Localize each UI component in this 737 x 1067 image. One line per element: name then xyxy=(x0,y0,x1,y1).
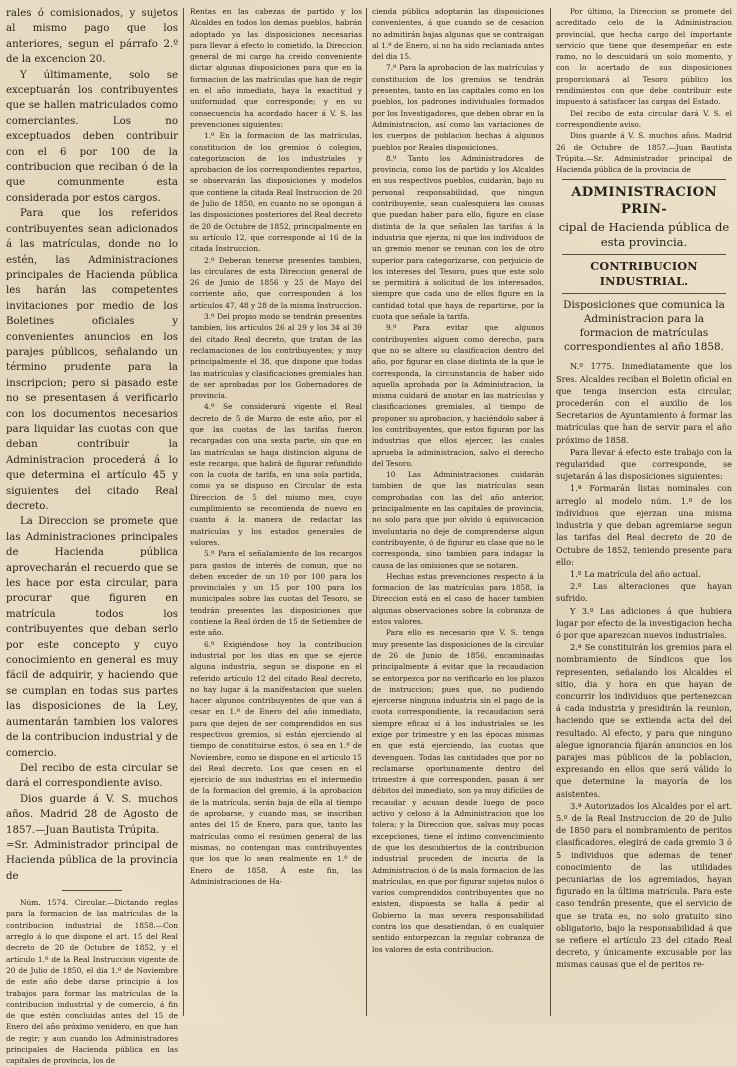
section-subtitle: cipal de Hacienda pública de esta provincia. xyxy=(558,220,730,250)
column-rule xyxy=(183,8,184,1016)
paragraph: 3.º Del propio modo se tendrán presentes tambien, los artículos 26 al 29 y los 34 al 39 del citado Real decreto, que tratan de las reclamaciones de los contribuyentes; y muy principalmente el 38, que dispone que todas las matrículas y clasificaciones gremiales han de ser aprobadas por los Gobernadores de provincia. xyxy=(190,312,362,401)
paragraph: Para ello es necesario que V. S. tenga muy presente las disposiciones de la circular de 26 de Junio de 1856, encaminadas principalmente á evitar que la recaudacion se entorpezca por no verificarlo en los plazos de instruccion; pues que, no pudiendo ejercerse ninguna industria sin el pago de la cuota correspondiente, la recaudacion será siempre eficaz si á los industriales se les exige por trimestre y en las épocas mismas en que está ejerciendo, las cuotas que devenguen. Todas las cantidades que por no reclamarse oportunamente dentro del trimestre á que corresponden, pasan á ser débitos del inmediato, son ya muy difíciles de recaudar y acusan desde luego de poco activo y celoso á la Administracion que los tolera; y la Direccion que, salvas muy pocas excepciones, tiene el íntimo convencimiento de que los descubiertos de la contribucion industrial proceden de incuria de la Administracion ó de la mala formacion de las matrículas, en que por figurar sujetos nulos ó varios comprendidos contribuyentes que no existen, dispuesta se halla á pedir al Gobierno la mas severa responsabilidad contra los que desatiendan, ó en cualquier sentido entorpezcan la regular cobranza de los valores de esta contribucion. xyxy=(372,628,544,954)
paragraph: 1.º En la formacion de las matrículas, constitucion de los gremios ó colegios, categorizacion de los industriales y aprobacion de los correspondientes repartos, se observarán las disposiciones y modelos que contiene la citada Real Instruccion de 20 de Julio de 1850, en cuanto no se opongan á las disposiciones posteriores del Real decreto de 20 de Octubre de 1852, principalmente en su artículo 12, que corresponde al 16 de la citada Instruccion. xyxy=(190,131,362,254)
paragraph: 10 Las Administraciones cuidarán tambien de que las matrículas sean comprobadas con las del año anterior, principalmente en las capitales de provincia, no solo para que por olvido ú equivocacion involuntaria no deje de comprenderse algun contribuyente, ó de figurar en clase que no le corresponda, sino tambien para indagar la causa de las omisiones que se notaren. xyxy=(372,470,544,570)
paragraph: Rentas en las cabezas de partido y los Alcaldes en todos los demas pueblos, habrán adoptado ya las disposiciones necesarias para llevar á efecto lo cometido, la Direccion general de mi cargo ha creido conveniente dictar algunas disposiciones para que en la formacion de las matrículas que han de regir en el año inmediato, haya la exactitud y uniformidad que corresponde; y en su consecuencia ha acordado hacer á V. S. las prevenciones siguientes: xyxy=(190,7,362,129)
paragraph: 1.º La matrícula del año actual. xyxy=(570,568,701,579)
section-summary: Disposiciones que comunica la Administracion para la formacion de matrículas correspondientes al año 1858. xyxy=(563,299,725,354)
addressee: =Sr. Administrador principal de Hacienda pública de la provincia de xyxy=(6,839,178,882)
paragraph: 7.º Para la aprobacion de las matrículas y constitucion de los gremios se tendrán presentes, tanto en las capitales como en los pueblos, los padrones individuales formados por los Investigadores, que deben obrar en la Administracion, así como las variaciones de los cuerpos de poblacion hechas á algunos pueblos por Reales disposiciones. xyxy=(372,63,544,152)
paragraph: 5.º Para el señalamiento de los recargos para gastos de interés de comun, que no deben exceder de un 10 por 100 para los provinciales y un 15 por 100 para los municipales sobre las cuotas del Tesoro, se tendrán presentes las disposiciones que contiene la Real órden de 15 de Setiembre de este año. xyxy=(190,549,362,638)
paragraph: 2.º Deberan tenerse presentes tambien, las circulares de esta Direccion general de 26 de Junio de 1856 y 25 de Mayo del corriente año, que corresponden á los artículos 47, 48 y 28 de la misma Instruccion. xyxy=(190,255,362,310)
paragraph: rales ó comisionados, y sujetos al mismo pago que los anteriores, segun el párrafo 2.º de la excencion 20. xyxy=(6,8,178,66)
column-3 xyxy=(372,6,544,1018)
paragraph: 8.º Tanto los Administradores de provincia, como los de partido y los Alcaldes en sus respectivos pueblos, cuidarán, bajo su personal responsabilidad, que ningun contribuyente, sean cualesquiera las causas que puedan haber para ello, figure en clase distinta de la que señalen las tarifas á la industria que ejerza, ni que los individuos de un gremio menor se reunan con los de otro superior para categorizarse, con perjuicio de los intereses del Tesoro, pues que este solo se permitirá á solicitud de los interesados, siempre que cada uno de ellos figure en la cantidad total que haya de repartirse, por la cuota que señale la tarifa. xyxy=(372,153,544,322)
paragraph: Por último, la Direccion se promete del acreditado celo de la Administracion provincial, que hecha cargo del importante servicio que tiene que desempeñar en este ramo, no lo descuidará un solo momento, y con lo acertado de sus disposiciones proporcionará al Tesoro público los rendimientos con que debe contribuir este impuesto á satisfacer las cargas del Estado. xyxy=(556,7,732,107)
paragraph: 2.º Las alteraciones que hayan sufrido. xyxy=(556,581,732,604)
paragraph: 1.ª Formarán listas nominales con arreglo al modelo núm. 1.º de los individuos que ejerzan una misma industria y que deban agremiarse segun las tarifas del Real decreto de 20 de Octubre de 1852, teniendo presente para ello: xyxy=(556,483,732,567)
column-2 xyxy=(190,6,362,1018)
paragraph: 4.º Se considerará vigente el Real decreto de 5 de Marzo de este año, por el que las cuotas de las tarifas fueron recargadas con una sexta parte, sin que en las matrículas se haga distincion alguna de este recargo, que habrá de figurar refundido con la cuota de tarifa, en una sola partida, como ya se dispuso en Circular de esta Direccion de 5 del mismo mes, cuyo cumplimiento se recomienda de nuevo en cuanto á la manera de redactar las matrículas y los estados generales de valores. xyxy=(190,402,362,547)
section-title: ADMINISTRACION PRIN- xyxy=(571,185,717,218)
paragraph: Y 3.º Las adiciones á que hubiera lugar por efecto de la investigacion hecha ó por que aparezcan nuevos industriales. xyxy=(556,605,732,640)
column-rule xyxy=(550,8,551,1016)
separator xyxy=(562,179,726,180)
paragraph: Para que los referidos contribuyentes sean adicionados á las matrículas, donde no lo estén, las Administraciones principales de Hacienda pública les harán las competentes invitaciones por medio de los Boletines oficiales y convenientes anuncios en los parajes públicos, señalando un término prudente para la inscripcion; pero si pasado este no se presentasen á verificarlo con los documentos necesarios para liquidar las cuotas con que deban contribuir la Administracion procederá á lo que determina el artículo 45 y siguientes del citado Real decreto. xyxy=(6,208,178,512)
signature-date: Dios guarde á V. S. muchos años. Madrid 28 de Agosto de 1857.—Juan Bautista Trúpita. xyxy=(6,793,178,836)
paragraph: 6.º Exigiéndose hoy la contribucion industrial por los dias en que se ejerce alguna industria, segun se dispone en el referido artículo 12 del citado Real decreto, no hay lugar á la manifestacion que suelen hacer algunos contribuyentes de que van á cesar en 1.º de Enero del año inmediato, para que dejen de ser comprendidos en sus respectivos gremios, si están ejerciendo al tiempo de constituirse estos, ó sea en 1.º de Noviembre, como se dispone en el artículo 15 del Real decreto. Los que cesen en el ejercicio de sus industrias en el intermedio de la formacion del gremio, á la aprobacion de la matrícula, serán baja de ella al tiempo de aprobarse, y cuando mas, se inscriban antes del 15 de Enero, para que, tanto las matrículas como el resúmen general de las mismas, no contengan mas contribuyentes que los que lo sean realmente en 1.º de Enero de 1858. Á este fin, las Administraciones de Ha- xyxy=(190,639,362,886)
signature-date: Dios guarde á V. S. muchos años. Madrid 26 de Octubre de 1857.—Juan Bautista Trúpita.—Sr. Administrador principal de Hacienda pública de la provincia de xyxy=(556,131,732,175)
separator xyxy=(562,293,726,294)
paragraph: Hechas estas prevenciones respecto á la formacion de las matrículas para 1858, la Direccion está en el caso de hacer tambien algunas observaciones sobre la cobranza de estos valores. xyxy=(372,571,544,627)
paragraph: Y últimamente, solo se exceptuarán los contribuyentes que se hallen matriculados como comerciantes. Los no exceptuados deben contribuir con el 6 por 100 de la contribucion que reciban ó de la que comunmente esta considerada por estos cargos. xyxy=(6,69,178,204)
paragraph: Para llevar á efecto este trabajo con la regularidad que corresponde, se sujetarán á las disposiciones siguientes: xyxy=(556,446,732,482)
separator xyxy=(62,890,122,891)
paragraph: Del recibo de esta circular dará V. S. el correspondiente aviso. xyxy=(556,108,732,129)
section-heading: CONTRIBUCION INDUSTRIAL. xyxy=(590,259,698,289)
paragraph: N.º 1775. Inmediatamente que los Sres. Alcaldes reciban el Boletin oficial en que tenga insercion esta circular, procederán con el auxilio de los Secretarios de Ayuntamiento á formar las matrículas que han de servir para el año próximo de 1858. xyxy=(556,361,732,445)
paragraph: La Direccion se promete que las Administraciones principales de Hacienda pública aprovecharán el recuerdo que se les hace por esta circular, para procurar que figuren en matrícula todos los contribuyentes que deban serlo por este concepto y cuyo conocimiento en general es muy fácil de adquirir, y haciendo que se cumplan en todas sus partes las disposiciones de la Ley, aumentarán tambien los valores de la contribucion industrial y de comercio. xyxy=(6,516,178,759)
column-4 xyxy=(556,6,732,1018)
paragraph: cienda pública adoptarán las disposiciones convenientes, á que cuando se de cesacion no admitirán bajas algunas que se contraigan al 1.º de Enero, si no ha sido reclamada antes del dia 15. xyxy=(372,7,544,62)
separator xyxy=(562,254,726,255)
paragraph: Del recibo de esta circular se dará el correspondiente aviso. xyxy=(6,762,178,790)
paragraph: 2.ª Se constituirán los gremios para el nombramiento de Síndicos que los representen, señalando los Alcaldes el sitio, dia y hora en que hayan de concurrir los individuos que pertenezcan á cada industria y presidirán la reunion, haciendo que se extienda acta del del resultado. Al efecto, y para que ninguno alegue ignorancia fijarán anuncios en los parajes mas públicos de la poblacion, expresando en ellos que será válido lo que determine la mayoría de los asistentes. xyxy=(556,642,732,799)
paragraph: 3.ª Autorizados los Alcaldes por el art. 5.º de la Real Instruccion de 20 de Julio de 1850 para el nombramiento de peritos clasificadores, elegirá de cada gremio 3 ó 5 individuos que ademas de tener conocimiento de las utilidades pecuniarias de los agremiados, hayan figurado en la última matrícula. Para este caso tendrán presente, que el servicio de que se trata es, no solo gratuito sino obligatorio, bajo la responsabilidad á que se refiere el artículo 23 del citado Real decreto, y únicamente excusable por las mismas causas que el de peritos re- xyxy=(556,800,732,970)
column-rule xyxy=(366,8,367,1016)
paragraph: 9.º Para evitar que algunos contribuyentes alguen como derecho, para que no se altere su clasificacion dentro del año, por figurar en clase distinta de la que le corresponda, la circunstancia de haber sido aquella aprobada por la Administracion, la misma cuidará de anotar en las matrículas y clasificaciones gremiales, al tiempo de proponer su aprobacion, y haciéndolo saber á los contribuyentes, que estos figuran por las industrias que ellos ejercer, las cuales aprueba la administracion, salvo el derecho del Tesoro. xyxy=(372,323,544,468)
circular-paragraph: Núm. 1574. Circular.—Dictando reglas para la formacion de las matrículas de la contribucion industrial de 1858.—Con arreglo á lo que dispone el art. 15 del Real decreto de 20 de Octubre de 1852, y el artículo 1.º de la Real Instruccion vigente de 20 de Julio de 1850, el dia 1.º de Noviembre de este año debe darse principio á los trabajos para formar las matrículas de la contribucion industrial y de comercio, á fin de que estén concluidas antes del 15 de Enero del año próximo venidero, en que han de regir; y aun cuando los Administradores principales de Hacienda pública en las capitales de provincia, los de xyxy=(6,898,178,1066)
column-1 xyxy=(6,6,178,1066)
